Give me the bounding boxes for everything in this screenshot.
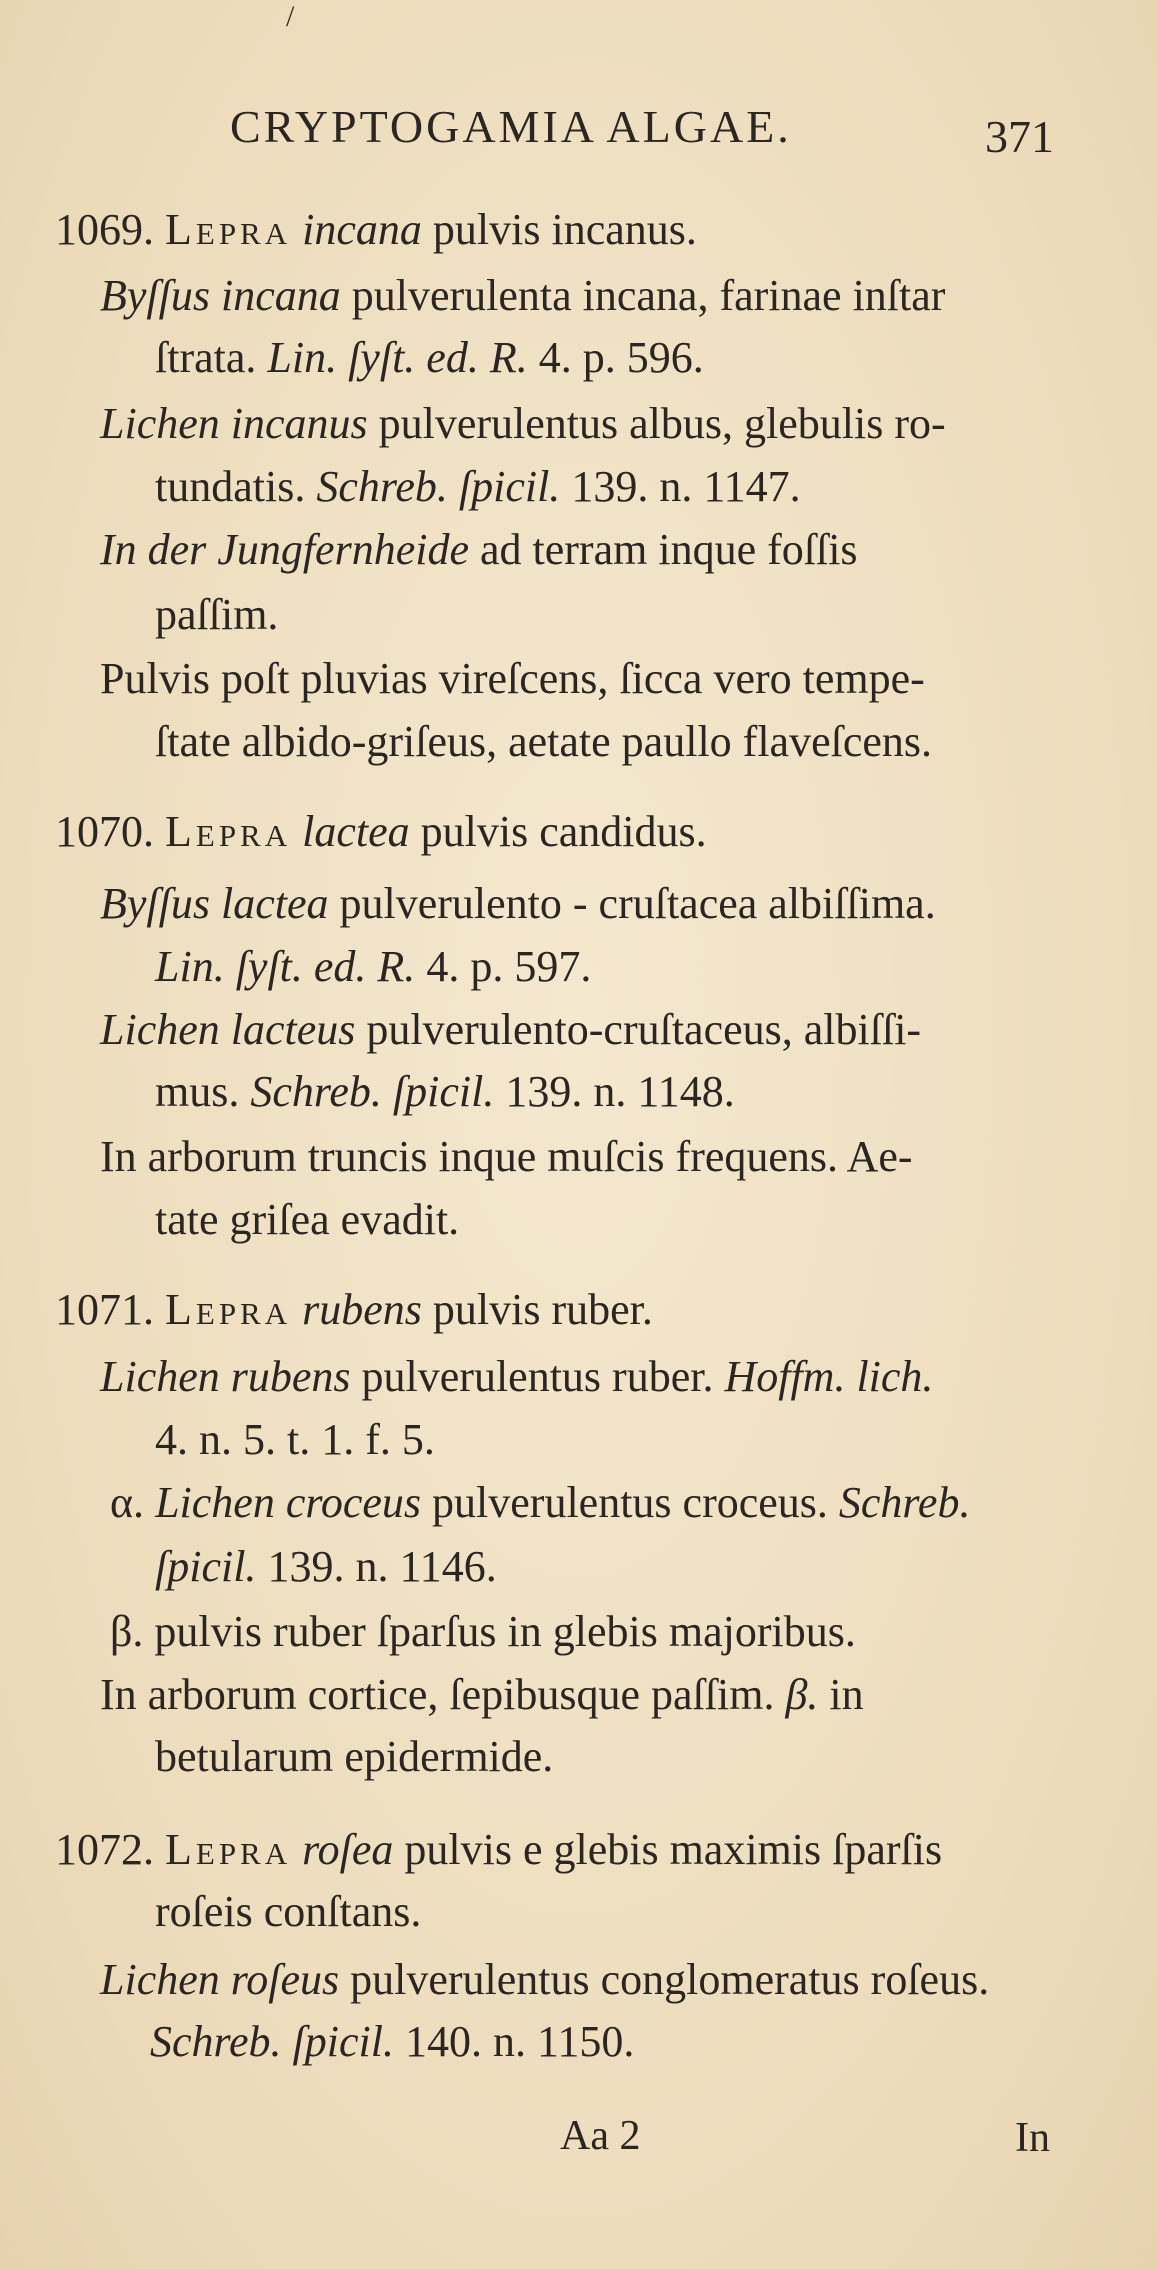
entry-number: 1071.: [55, 1285, 154, 1334]
signature-mark: Aa 2: [560, 2113, 641, 2159]
text-line: In der Jungfernheide ad terram inque foſſis: [100, 525, 858, 574]
genus-name: Lepra: [165, 1825, 292, 1874]
running-title: CRYPTOGAMIA ALGAE.: [230, 101, 792, 152]
text-line: Lichen roſeus pulverulentus conglomeratus roſeus.: [100, 1955, 990, 2004]
text-line: In arborum truncis inque muſcis frequens. Ae-: [100, 1132, 913, 1181]
entry-number: 1070.: [55, 807, 154, 856]
genus-name: Lepra: [165, 807, 292, 856]
text-line: paſſim.: [155, 590, 279, 639]
text-line: ſtate albido-griſeus, aetate paullo flaveſcens.: [155, 717, 933, 766]
text-line: 4. n. 5. t. 1. f. 5.: [155, 1415, 435, 1464]
text-line: mus. Schreb. ſpicil. 139. n. 1148.: [155, 1067, 735, 1116]
catchword: In: [1015, 2115, 1050, 2161]
text-line: betularum epidermide.: [155, 1732, 554, 1781]
text-line: Lichen rubens pulverulentus ruber. Hoffm. lich.: [100, 1352, 934, 1401]
entry-heading: [55, 205, 697, 254]
entry-number: 1069.: [55, 205, 154, 254]
species-name: roſea: [302, 1825, 394, 1874]
text-line: Byſſus incana pulverulenta incana, farinae inſtar: [100, 271, 946, 320]
text-line: roſeis conſtans.: [155, 1887, 422, 1936]
entry-heading: [55, 1825, 943, 1874]
diagnosis: pulvis ruber.: [432, 1285, 653, 1334]
page-number: 371: [985, 111, 1054, 162]
text-line: In arborum cortice, ſepibusque paſſim. β. in: [100, 1670, 864, 1719]
text-line: ſpicil. 139. n. 1146.: [155, 1542, 497, 1591]
text-line: ſtrata. Lin. ſyſt. ed. R. 4. p. 596.: [155, 333, 704, 382]
text-line: tate griſea evadit.: [155, 1195, 460, 1244]
text-line: α. Lichen croceus pulverulentus croceus. Schreb.: [110, 1478, 971, 1527]
text-line: Lichen incanus pulverulentus albus, glebulis ro-: [100, 399, 946, 448]
entry-number: 1072.: [55, 1825, 154, 1874]
diagnosis: pulvis e glebis maximis ſparſis: [404, 1825, 943, 1874]
entry-heading: [55, 1285, 653, 1334]
entry-heading: [55, 807, 707, 856]
diagnosis: pulvis candidus.: [420, 807, 707, 856]
diagnosis: pulvis incanus.: [432, 205, 697, 254]
species-name: incana: [302, 205, 422, 254]
text-line: Schreb. ſpicil. 140. n. 1150.: [150, 2017, 635, 2066]
text-line: Lichen lacteus pulverulento-cruſtaceus, albiſſi-: [100, 1005, 922, 1054]
species-name: rubens: [302, 1285, 422, 1334]
text-line: tundatis. Schreb. ſpicil. 139. n. 1147.: [155, 462, 801, 511]
genus-name: Lepra: [165, 205, 292, 254]
text-line: β. pulvis ruber ſparſus in glebis majoribus.: [110, 1607, 856, 1656]
genus-name: Lepra: [165, 1285, 292, 1334]
pen-mark: /: [286, 0, 295, 33]
text-line: Lin. ſyſt. ed. R. 4. p. 597.: [155, 942, 592, 991]
text-line: Byſſus lactea pulverulento - cruſtacea albiſſima.: [100, 879, 936, 928]
species-name: lactea: [302, 807, 410, 856]
text-line: Pulvis poſt pluvias vireſcens, ſicca vero tempe-: [100, 654, 925, 703]
